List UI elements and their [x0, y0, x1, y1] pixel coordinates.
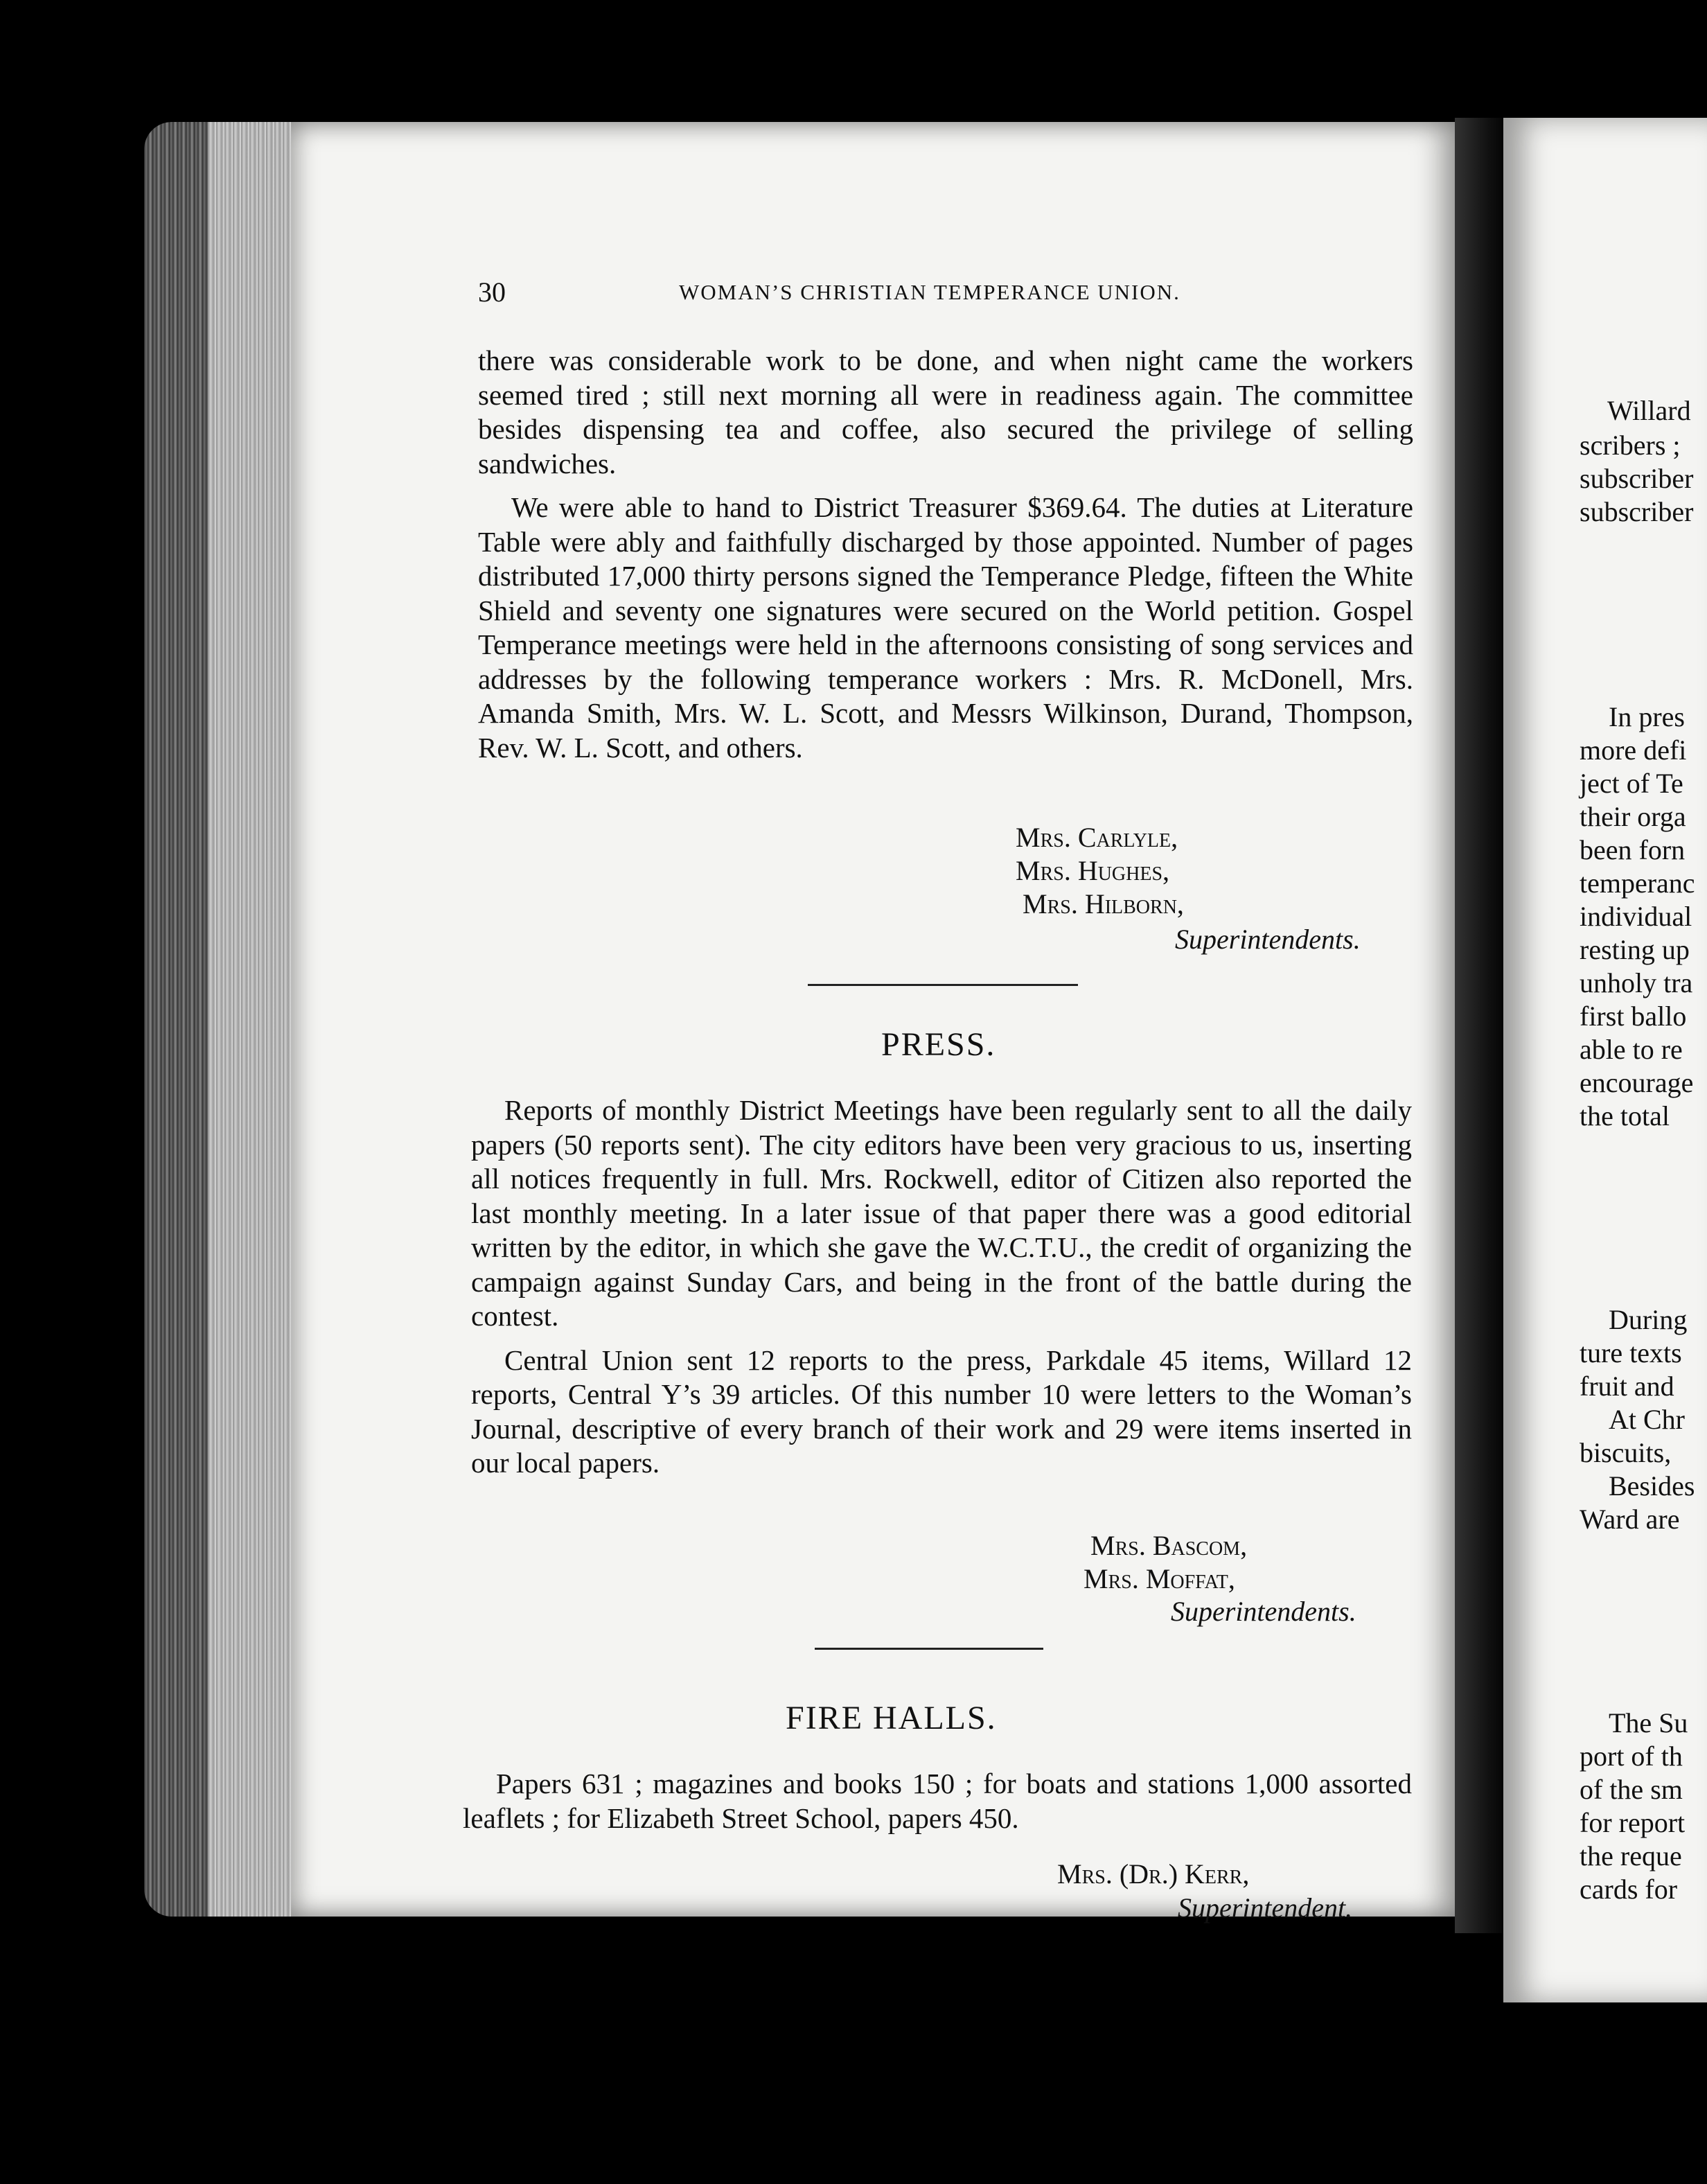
right-page-line: more defi	[1580, 734, 1687, 766]
right-page-line: biscuits,	[1580, 1437, 1672, 1468]
press-text	[471, 1093, 1412, 1481]
signature-kerr: Mrs. (Dr.) Kerr,	[1057, 1858, 1250, 1890]
press-paragraph-1: Reports of monthly District Meetings have been regularly sent to all the daily papers (50 reports sent). The city editors have been very gracious to us, inserting all notices frequently in full. Mrs. Rockwell, editor of Citizen also reported the last monthly meeting. In a later issue of that paper there was a good editorial written by the editor, in which she gave the W.C.T.U., the credit of organizing the campaign against Sunday Cars, and being in the front of the battle during the contest.	[471, 1094, 1412, 1332]
superintendent-role: Superintendent.	[1178, 1892, 1353, 1923]
right-page-line: At Chr	[1609, 1404, 1685, 1435]
right-page-line: the reque	[1580, 1840, 1682, 1872]
signature-bascom: Mrs. Bascom,	[1090, 1530, 1248, 1561]
right-page-line: of the sm	[1580, 1774, 1683, 1805]
press-paragraph-2: Central Union sent 12 reports to the press, Parkdale 45 items, Willard 12 reports, Central Y’s 39 articles. Of this number 10 were letters to the Woman’s Journal, descriptive of every branch of their work and 29 were items inserted in our local papers.	[471, 1344, 1412, 1479]
right-page-line: resting up	[1580, 934, 1690, 965]
right-page-line: subscriber	[1580, 496, 1694, 527]
right-page-line: The Su	[1609, 1707, 1688, 1738]
running-head-title: WOMAN’S CHRISTIAN TEMPERANCE UNION.	[679, 280, 1180, 304]
intro-paragraph-1: there was considerable work to be done, and when night came the workers seemed tired ; still next morning all were in readiness again. The committee besides dispensing tea and coffee, also secured the privilege of selling sandwiches.	[478, 344, 1413, 479]
right-page-line: for report	[1580, 1807, 1686, 1838]
right-page	[1503, 118, 1707, 2002]
section-divider	[815, 1648, 1043, 1650]
right-page-line: scribers ;	[1580, 430, 1681, 461]
signature-carlyle: Mrs. Carlyle,	[1016, 822, 1178, 853]
right-page-line: temperanc	[1580, 868, 1695, 899]
superintendents-role: Superintendents.	[1171, 1596, 1356, 1627]
right-page-line: Willard	[1607, 395, 1691, 426]
press-heading: PRESS.	[881, 1026, 996, 1063]
right-page-line: ture texts	[1580, 1337, 1682, 1368]
right-page-line: Besides	[1609, 1470, 1695, 1502]
right-page-line: fruit and	[1580, 1371, 1674, 1402]
right-page-line: the total	[1580, 1100, 1670, 1131]
right-page-line: cards for	[1580, 1874, 1678, 1905]
book-page-edges-light	[208, 122, 305, 1917]
right-page-line: Ward are	[1580, 1504, 1680, 1535]
right-page-line: been forn	[1580, 834, 1686, 865]
signature-hilborn: Mrs. Hilborn,	[1023, 888, 1184, 919]
right-page-line: encourage	[1580, 1067, 1694, 1098]
right-page-line: port of th	[1580, 1741, 1683, 1772]
right-page-line: ject of Te	[1580, 768, 1683, 799]
fire-halls-heading: FIRE HALLS.	[786, 1700, 997, 1736]
superintendents-role: Superintendents.	[1175, 924, 1361, 955]
intro-paragraph-2: We were able to hand to District Treasurer $369.64. The duties at Literature Table were ably and faithfully discharged by those appointed. Number of pages distributed 17,000 thirty persons signed the Temperance Pledge, fifteen the White Shield and seventy one signatures were secured on the World petition. Gospel Temperance meetings were held in the afternoons consisting of song services and addresses by the following temperance workers : Mrs. R. McDonell, Mrs. Amanda Smith, Mrs. W. L. Scott, and Messrs Wilkinson, Durand, Thompson, Rev. W. L. Scott, and others.	[478, 491, 1413, 764]
fire-halls-text	[463, 1767, 1412, 1835]
right-page-line: their orga	[1580, 801, 1686, 832]
page-number: 30	[478, 276, 506, 308]
fire-halls-paragraph: Papers 631 ; magazines and books 150 ; for boats and stations 1,000 assorted leaflets ; for Elizabeth Street School, papers 450.	[463, 1768, 1412, 1834]
right-page-line: individual	[1580, 901, 1692, 932]
right-page-line: In pres	[1609, 701, 1685, 732]
right-page-line: subscriber	[1580, 463, 1694, 494]
signature-moffat: Mrs. Moffat,	[1084, 1563, 1235, 1594]
right-page-line: able to re	[1580, 1034, 1683, 1065]
right-page-line: first ballo	[1580, 1001, 1687, 1032]
section-divider	[808, 984, 1078, 986]
signature-hughes: Mrs. Hughes,	[1016, 855, 1170, 886]
right-page-line: During	[1609, 1304, 1688, 1335]
book-gutter	[1455, 118, 1510, 1933]
right-page-line: unholy tra	[1580, 967, 1693, 998]
intro-text	[478, 344, 1413, 765]
